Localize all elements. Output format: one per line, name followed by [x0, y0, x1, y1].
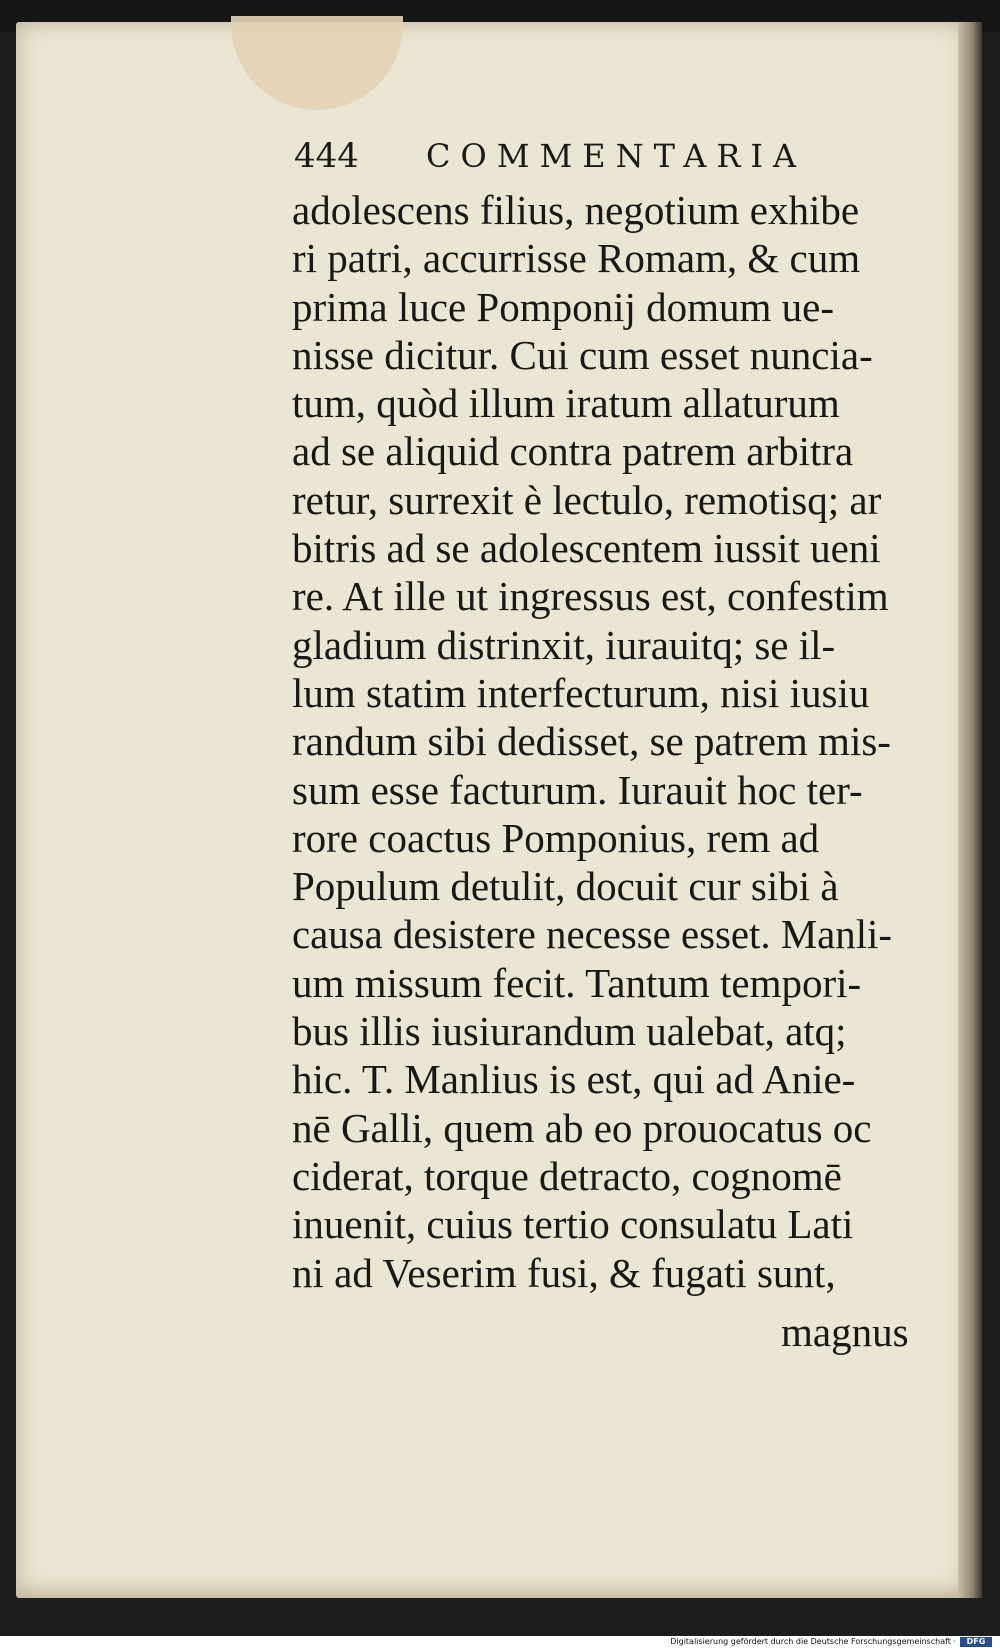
text-line: nē Galli, quem ab eo prouocatus oc: [292, 1104, 872, 1151]
text-line: nisse dicitur. Cui cum esset nuncia-: [292, 331, 873, 378]
text-line: re. At ille ut ingressus est, confestim: [292, 573, 889, 620]
text-line: Populum detulit, docuit cur sibi à: [292, 863, 839, 910]
text-line: lum statim interfecturum, nisi iusiu: [292, 669, 870, 716]
text-line: randum sibi dedisset, se patrem mis-: [292, 718, 891, 765]
text-line: causa desistere necesse esset. Manli-: [292, 911, 893, 958]
text-line: inuenit, cuius tertio consulatu Lati: [292, 1201, 854, 1248]
text-line: ri patri, accurrisse Romam, & cum: [292, 235, 861, 282]
catchword: magnus: [781, 1309, 909, 1355]
text-line: retur, surrexit è lectulo, remotisq; ar: [292, 476, 882, 523]
page-header: [294, 128, 854, 186]
text-line: ciderat, torque detracto, cognomē: [292, 1152, 842, 1199]
funding-credit: Digitalisierung gefördert durch die Deutsche Forschungsgemeinschaft ·: [670, 1637, 956, 1646]
paper-stain: [231, 16, 403, 110]
text-line: um missum fecit. Tantum tempori-: [292, 959, 862, 1006]
body-text: [292, 186, 932, 1297]
text-line: rore coactus Pomponius, rem ad: [292, 814, 820, 861]
text-line: gladium distrinxit, iurauitq; se il-: [292, 621, 836, 668]
text-line: sum esse facturum. Iurauit hoc ter-: [292, 766, 863, 813]
page-number: 444: [294, 136, 359, 176]
text-line: bus illis iusiurandum ualebat, atq;: [292, 1008, 847, 1055]
text-line: prima luce Pomponij domum ue-: [292, 283, 835, 330]
text-line: ni ad Veserim fusi, & fugati sunt,: [292, 1249, 836, 1296]
text-line: ad se aliquid contra patrem arbitra: [292, 428, 854, 475]
dfg-logo: DFG: [960, 1637, 992, 1647]
text-line: bitris ad se adolescentem iussit ueni: [292, 525, 881, 572]
page-fore-edge: [958, 22, 982, 1598]
text-line: hic. T. Manlius is est, qui ad Anie-: [292, 1056, 856, 1103]
text-line: adolescens filius, negotium exhibe: [292, 187, 860, 233]
running-title: COMMENTARIA: [426, 137, 807, 175]
footer-bar: [0, 1636, 1000, 1648]
text-line: tum, quòd illum iratum allaturum: [292, 380, 840, 427]
